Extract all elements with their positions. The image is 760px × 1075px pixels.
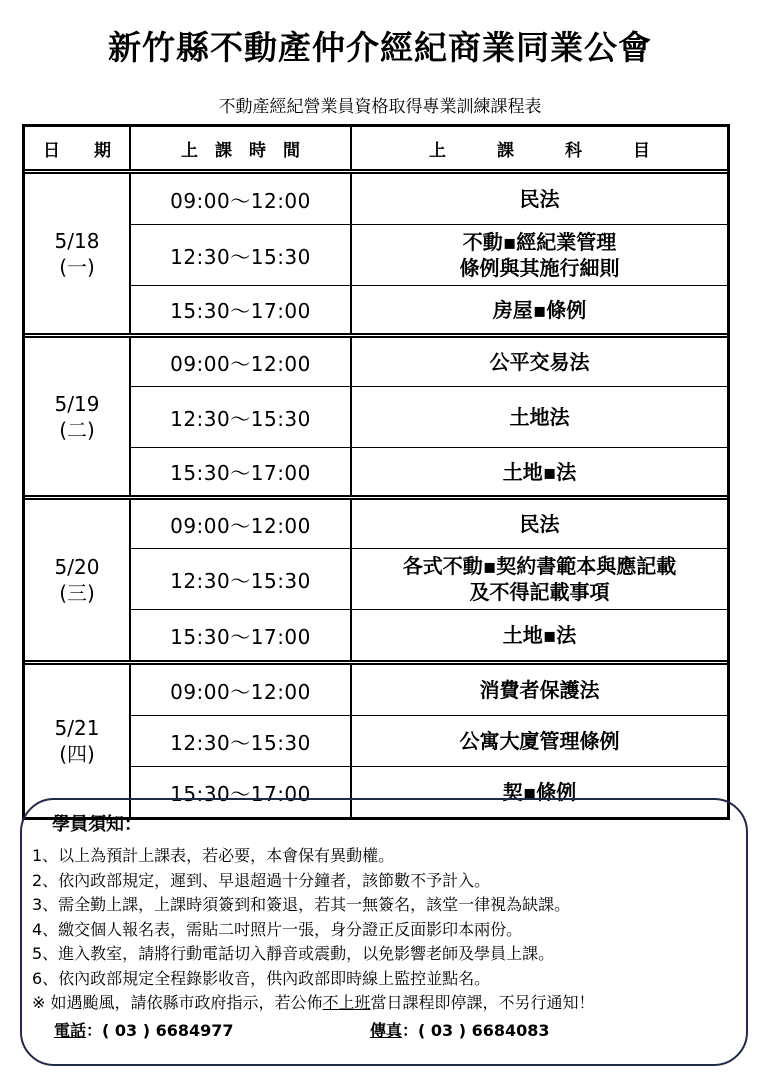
table-row [131, 286, 727, 333]
session-subject: 契▪條例 [502, 780, 577, 804]
session-subject [352, 225, 727, 285]
notice-item: 1、以上為預計上課表，若必要，本會保有異動權。 [32, 846, 395, 865]
phone-value: ：( 03 ) 6684977 [86, 1021, 234, 1040]
schedule-table [22, 124, 730, 820]
session-subject: 土地▪法 [502, 459, 577, 484]
session-subject: 公平交易法 [489, 350, 590, 374]
session-subject: 消費者保護法 [479, 678, 600, 702]
phone-label: 電話 [54, 1021, 87, 1040]
day-label [25, 500, 131, 660]
session-subject: 公寓大廈管理條例 [459, 729, 620, 753]
session-time: 15:30～17:00 [131, 286, 352, 333]
note-mark: ※ [32, 993, 46, 1012]
notice-item: 4、繳交個人報名表，需貼二吋照片一張，身分證正反面影印本兩份。 [32, 919, 523, 939]
session-subject: 民法 [519, 512, 560, 536]
fax-label: 傳真 [370, 1021, 403, 1040]
day-label [25, 665, 131, 817]
table-row [131, 716, 727, 767]
phone-contact [54, 1018, 234, 1041]
day-weekday: (四) [59, 742, 95, 766]
session-subject: 民法 [519, 187, 560, 211]
day-date: 5/19 [54, 391, 100, 416]
day-label [25, 338, 131, 495]
typhoon-text-post: 當日課程即停課，不另行通知！ [370, 993, 595, 1012]
fax-value: ：( 03 ) 6684083 [402, 1021, 550, 1040]
day-weekday: (一) [59, 254, 95, 279]
session-time: 12:30～15:30 [131, 549, 352, 609]
day-weekday: (二) [59, 417, 95, 442]
table-row [131, 549, 727, 610]
notice-item: 3、需全勤上課，上課時須簽到和簽退，若其一無簽名，該堂一律視為缺課。 [32, 895, 571, 914]
session-subject [352, 549, 727, 609]
table-row [131, 338, 727, 387]
typhoon-notice [32, 991, 742, 1016]
session-time: 09:00～12:00 [131, 338, 352, 386]
day-block [25, 174, 727, 338]
subject-line: 及不得記載事項 [469, 580, 610, 604]
session-time: 09:00～12:00 [131, 174, 352, 224]
notice-list [32, 844, 742, 1016]
session-subject: 土地法 [509, 405, 570, 429]
page-title: 新竹縣不動產仲介經紀商業同業公會 [108, 28, 652, 67]
session-time: 09:00～12:00 [131, 500, 352, 548]
session-subject: 房屋▪條例 [492, 297, 587, 322]
page-subtitle: 不動產經紀營業員資格取得專業訓練課程表 [218, 97, 542, 117]
subject-line: 條例與其施行細則 [459, 256, 620, 280]
session-time: 12:30～15:30 [131, 716, 352, 766]
day-block [25, 500, 727, 665]
table-row [131, 225, 727, 286]
session-time: 15:30～17:00 [131, 610, 352, 660]
session-time: 12:30～15:30 [131, 387, 352, 447]
table-header [25, 127, 727, 174]
table-row [131, 448, 727, 495]
fax-contact [370, 1018, 550, 1041]
table-row [131, 387, 727, 448]
table-row [131, 610, 727, 660]
day-date: 5/20 [54, 555, 100, 579]
session-subject: 土地▪法 [502, 623, 577, 647]
notice-item: 6、依內政部規定全程錄影收音，供內政部即時線上監控並點名。 [32, 968, 491, 988]
header-subject: 上 課 科 目 [429, 140, 650, 161]
subject-line: 不動▪經紀業管理 [462, 230, 617, 254]
table-row [131, 500, 727, 549]
table-row [131, 174, 727, 225]
typhoon-text-underlined: 不上班 [322, 993, 371, 1012]
subject-line: 各式不動▪契約書範本與應記載 [402, 554, 677, 578]
session-time: 15:30～17:00 [131, 448, 352, 495]
session-time: 12:30～15:30 [131, 225, 352, 285]
day-weekday: (三) [59, 581, 95, 605]
session-time: 15:30～17:00 [131, 767, 352, 817]
notice-item: 5、進入教室，請將行動電話切入靜音或震動，以免影響老師及學員上課。 [32, 944, 555, 963]
table-row [131, 665, 727, 716]
session-time: 09:00～12:00 [131, 665, 352, 715]
day-date: 5/18 [54, 228, 100, 253]
day-date: 5/21 [54, 716, 100, 740]
day-label [25, 174, 131, 333]
day-block [25, 338, 727, 500]
header-date: 日 期 [25, 127, 131, 169]
day-block [25, 665, 727, 817]
header-time: 上 課 時 間 [131, 127, 352, 169]
notice-item: 2、依內政部規定，遲到、早退超過十分鐘者，該節數不予計入。 [32, 870, 491, 890]
typhoon-text-pre: 如遇颱風，請依縣市政府指示，若公佈 [50, 993, 323, 1012]
notice-title: 學員須知： [52, 814, 142, 835]
